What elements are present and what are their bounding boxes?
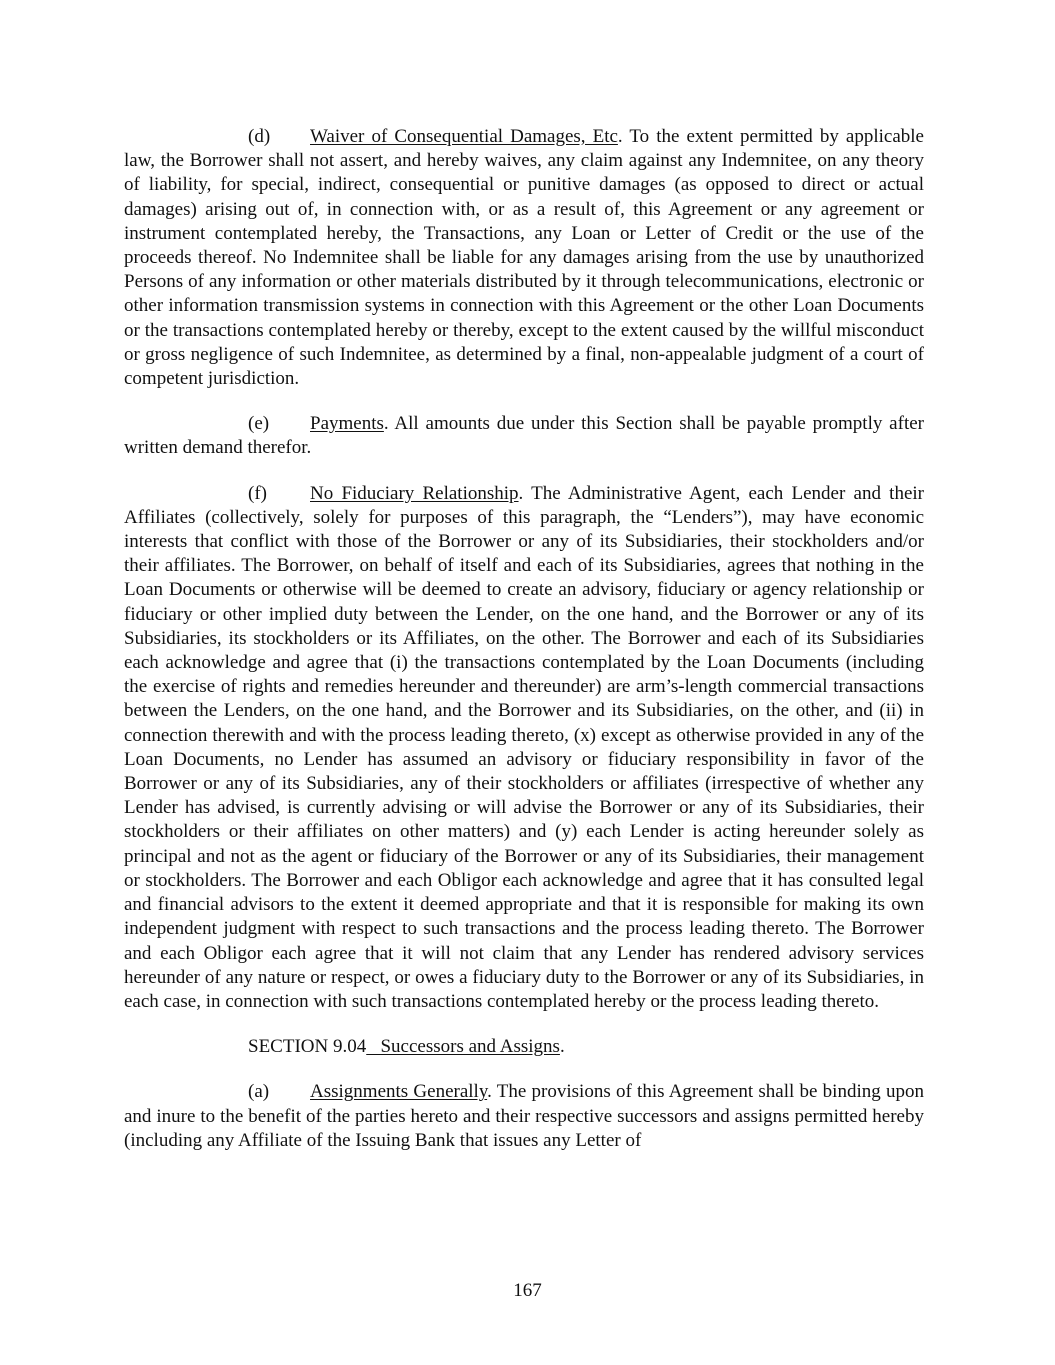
paragraph-number: (a) <box>248 1081 270 1103</box>
paragraph-body: . The provisions of this Agreement shall be binding upon and inure to the benefit of the parties hereto and their respective successors and assigns permitted hereby (including any Affiliate of the Issuing Bank that issues any Letter of <box>124 1081 924 1151</box>
section-number: SECTION 9.04 <box>248 1036 367 1058</box>
paragraph-number: (f) <box>248 482 267 504</box>
document-page <box>124 125 924 1174</box>
paragraph-body: . All amounts due under this Section shall be payable promptly after written demand therefor. <box>124 413 924 459</box>
paragraph-number: (d) <box>248 126 271 147</box>
paragraph-e <box>124 412 924 460</box>
page-number: 167 <box>513 1280 542 1301</box>
section-title: Successors and Assigns <box>380 1036 560 1058</box>
paragraph-a <box>124 1080 924 1153</box>
section-heading: SECTION 9.04 Successors and Assigns. <box>248 1036 565 1058</box>
paragraph-body: . The Administrative Agent, each Lender and their Affiliates (collectively, solely for purposes of this paragraph, the “Lenders”), may have economic interests that conflict with those of the Borrower or any of its Subsidiaries, their stockholders and/or their affiliates. The Borrower, on behalf of itself and each of its Subsidiaries, agrees that nothing in the Loan Documents or otherwise will be deemed to create an advisory, fiduciary or agency relationship or fiduciary or other implied duty between the Lender, on the one hand, and the Borrower or any of its Subsidiaries, its stockholders or its Affiliates, on the other. The Borrower and each of its Subsidiaries each acknowledge and agree that (i) the transactions contemplated by the Loan Documents (including the exercise of rights and remedies hereunder and thereunder) are arm’s-length commercial transactions between the Lenders, on the one hand, and the Borrower and its Subsidiaries, on the other, and (ii) in connection therewith and with the process leading thereto, (x) except as otherwise provided in any of the Loan Documents, no Lender has assumed an advisory or fiduciary responsibility in favor of the Borrower or any of its Subsidiaries, any of their stockholders or affiliates (irrespective of whether any Lender has advised, is currently advising or will advise the Borrower or any of its Subsidiaries, their stockholders or their affiliates on other matters) and (y) each Lender is acting hereunder solely as principal and not as the agent or fiduciary of the Borrower or any of its Subsidiaries, their management or stockholders. The Borrower and each Obligor each acknowledge and agree that it has consulted legal and financial advisors to the extent it deemed appropriate and that it is responsible for making its own independent judgment with respect to such transactions and the process leading thereto. The Borrower and each Obligor each agree that it will not claim that any Lender has rendered advisory services hereunder of any nature or respect, or owes a fiduciary duty to the Borrower or any of its Subsidiaries, in each case, in connection with such transactions contemplated hereby or the process leading thereto. <box>124 482 924 1012</box>
paragraph-f <box>124 482 924 1014</box>
paragraph-body: . To the extent permitted by applicable law, the Borrower shall not assert, and hereby waives, any claim against any Indemnitee, on any theory of liability, for special, indirect, consequential or punitive damages (as opposed to direct or actual damages) arising out of, in connection with, or as a result of, this Agreement or any agreement or instrument contemplated hereby, the Transactions, any Loan or Letter of Credit or the use of the proceeds thereof. No Indemnitee shall be liable for any damages arising from the use by unauthorized Persons of any information or other materials distributed by it through telecommunications, electronic or other information transmission systems in connection with this Agreement or the other Loan Documents or the transactions contemplated hereby or thereby, except to the extent caused by the willful misconduct or gross negligence of such Indemnitee, as determined by a final, non-appealable judgment of a court of competent jurisdiction. <box>124 126 924 390</box>
paragraph-heading: Waiver of Consequential Damages, Etc <box>310 126 618 147</box>
paragraph-d <box>124 125 924 391</box>
paragraph-heading: Payments <box>310 413 384 435</box>
section-gap <box>366 1036 380 1057</box>
paragraph-heading: Assignments Generally <box>310 1081 488 1103</box>
paragraph-number: (e) <box>248 413 270 435</box>
paragraph-heading: No Fiduciary Relationship <box>310 482 519 504</box>
